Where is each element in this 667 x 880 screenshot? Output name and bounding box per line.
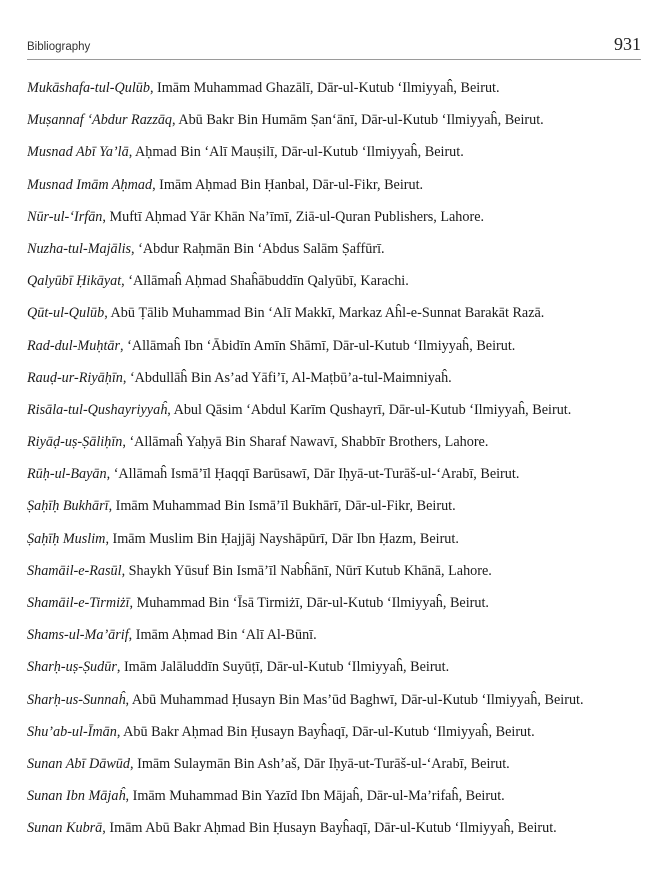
entry-details: , Muhammad Bin ‘Īsā Tirmiżī, Dār-ul-Kutub ‘Ilmiyyaĥ, Beirut. xyxy=(129,595,489,611)
entry-title: Nuzha-tul-Majālis xyxy=(27,240,132,257)
bibliography-entry xyxy=(27,201,647,233)
bibliography-entry xyxy=(27,233,647,265)
bibliography-entry xyxy=(27,458,647,490)
entry-details: , Imām Jalāluddīn Suyūṭī, Dār-ul-Kutub ‘Ilmiyyaĥ, Beirut. xyxy=(116,659,450,676)
entry-details: , Abū Bakr Aḥmad Bin Ḥusayn Bayĥaqī, Dār-ul-Kutub ‘Ilmiyyaĥ, Beirut. xyxy=(116,723,535,740)
bibliography-entry xyxy=(27,297,647,329)
bibliography-entry xyxy=(27,136,647,168)
bibliography-entry xyxy=(27,555,647,587)
bibliography-list xyxy=(27,72,647,845)
entry-title: Sharḥ-uṣ-Ṣudūr xyxy=(27,659,117,676)
entry-details: , ‘Allāmaĥ Ibn ‘Ābidīn Amīn Shāmī, Dār-ul-Kutub ‘Ilmiyyaĥ, Beirut. xyxy=(120,337,516,354)
entry-details: , ‘Abdur Raḥmān Bin ‘Abdus Salām Ṣaffūrī. xyxy=(131,240,385,257)
entry-title: Sunan Ibn Mājaĥ xyxy=(27,788,126,805)
entry-details: , ‘Abdullāĥ Bin As’ad Yāfi’ī, Al-Maṭbū’a-tul-Maimniyaĥ. xyxy=(122,369,452,386)
entry-details: , Imām Muhammad Bin Yazīd Ibn Mājaĥ, Dār-ul-Ma’rifaĥ, Beirut. xyxy=(125,788,505,805)
running-head: Bibliography xyxy=(27,41,91,53)
bibliography-entry xyxy=(27,490,647,522)
entry-title: Nūr-ul-‘Irfān xyxy=(27,208,103,225)
entry-details: , Imām Aḥmad Bin ‘Alī Al-Būnī. xyxy=(128,627,317,644)
bibliography-entry xyxy=(27,104,647,136)
entry-details: , Muftī Aḥmad Yār Khān Na’īmī, Ziā-ul-Quran Publishers, Lahore. xyxy=(102,208,485,225)
entry-title: Shams-ul-Ma’ārif xyxy=(27,627,129,644)
entry-details: , Abū Muhammad Ḥusayn Bin Mas’ūd Baghwī, Dār-ul-Kutub ‘Ilmiyyaĥ, Beirut. xyxy=(125,691,584,708)
bibliography-entry xyxy=(27,169,647,201)
entry-title: Shu’ab-ul-Īmān xyxy=(27,723,117,740)
entry-details: , Imām Sulaymān Bin Ash’aš, Dār Iḥyā-ut-Turāš-ul-‘Arabī, Beirut. xyxy=(130,755,510,772)
entry-details: , ‘Allāmaĥ Yaḥyā Bin Sharaf Nawavī, Shabbīr Brothers, Lahore. xyxy=(122,434,489,451)
entry-title: Qūt-ul-Qulūb xyxy=(27,305,105,322)
bibliography-entry xyxy=(27,265,647,297)
entry-title: Riyāḍ-uṣ-Ṣāliḥīn xyxy=(27,434,123,451)
entry-details: , ‘Allāmaĥ Ismā’īl Ḥaqqī Barūsawī, Dār Iḥyā-ut-Turāš-ul-‘Arabī, Beirut. xyxy=(106,466,520,483)
entry-details: , Aḥmad Bin ‘Alī Mauṣilī, Dār-ul-Kutub ‘Ilmiyyaĥ, Beirut. xyxy=(128,144,464,161)
entry-details: , Abul Qāsim ‘Abdul Karīm Qushayrī, Dār-ul-Kutub ‘Ilmiyyaĥ, Beirut. xyxy=(167,401,572,418)
bibliography-entry xyxy=(27,523,647,555)
entry-details: , Shaykh Yūsuf Bin Ismā’īl Nabĥānī, Nūrī Kutub Khānā, Lahore. xyxy=(121,562,492,579)
bibliography-entry xyxy=(27,716,647,748)
bibliography-entry xyxy=(27,619,647,651)
entry-details: , ‘Allāmaĥ Aḥmad Shaĥābuddīn Qalyūbī, Karachi. xyxy=(121,273,409,290)
entry-title: Rad-dul-Muḥtār xyxy=(27,337,120,354)
page-header xyxy=(27,30,641,60)
entry-details: , Imām Aḥmad Bin Ḥanbal, Dār-ul-Fikr, Beirut. xyxy=(152,176,424,193)
entry-title: Mukāshafa-tul-Qulūb xyxy=(27,80,150,96)
page-number: 931 xyxy=(614,34,641,54)
bibliography-entry xyxy=(27,587,647,619)
bibliography-entry xyxy=(27,651,647,683)
entry-details: , Abū Bakr Bin Humām Ṣan‘ānī, Dār-ul-Kutub ‘Ilmiyyaĥ, Beirut. xyxy=(172,112,544,129)
entry-details: , Imām Muhammad Bin Ismā’īl Bukhārī, Dār-ul-Fikr, Beirut. xyxy=(108,498,456,515)
bibliography-entry xyxy=(27,72,647,104)
entry-title: Sunan Kubrā xyxy=(27,820,103,837)
bibliography-entry xyxy=(27,748,647,780)
entry-title: Qalyūbī Ḥikāyat xyxy=(27,273,122,290)
bibliography-entry xyxy=(27,394,647,426)
entry-title: Risāla-tul-Qushayriyyaĥ xyxy=(27,401,168,418)
bibliography-entry xyxy=(27,780,647,812)
entry-title: Shamāil-e-Rasūl xyxy=(27,562,122,579)
entry-title: Rūḥ-ul-Bayān xyxy=(27,466,107,483)
entry-title: Muṣannaf ‘Abdur Razzāq xyxy=(27,112,173,129)
bibliography-entry xyxy=(27,362,647,394)
entry-title: Musnad Abī Ya’lā xyxy=(27,144,129,161)
entry-details: , Abū Ṭālib Muhammad Bin ‘Alī Makkī, Markaz Aĥl-e-Sunnat Barakāt Razā. xyxy=(104,305,545,322)
bibliography-entry xyxy=(27,684,647,716)
entry-title: Sharḥ-us-Sunnaĥ xyxy=(27,691,126,708)
entry-title: Rauḍ-ur-Riyāḥīn xyxy=(27,369,123,386)
entry-title: Musnad Imām Aḥmad xyxy=(27,176,153,193)
entry-title: Ṣaḥīḥ Bukhārī xyxy=(27,498,109,515)
entry-title: Ṣaḥīḥ Muslim xyxy=(27,530,106,547)
bibliography-entry xyxy=(27,330,647,362)
bibliography-entry xyxy=(27,426,647,458)
entry-details: , Imām Muhammad Ghazālī, Dār-ul-Kutub ‘Ilmiyyaĥ, Beirut. xyxy=(149,80,500,96)
entry-details: , Imām Muslim Bin Ḥajjāj Nayshāpūrī, Dār Ibn Ḥazm, Beirut. xyxy=(105,530,459,547)
entry-details: , Imām Abū Bakr Aḥmad Bin Ḥusayn Bayĥaqī, Dār-ul-Kutub ‘Ilmiyyaĥ, Beirut. xyxy=(102,820,557,837)
entry-title: Sunan Abī Dāwūd xyxy=(27,755,130,772)
bibliography-entry xyxy=(27,812,647,844)
entry-title: Shamāil-e-Tirmiżī xyxy=(27,595,130,611)
